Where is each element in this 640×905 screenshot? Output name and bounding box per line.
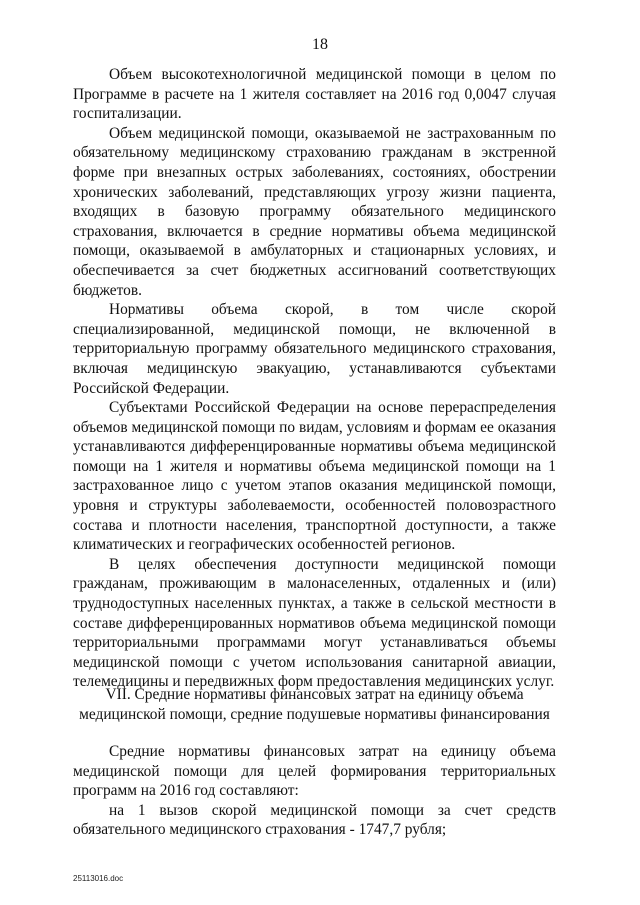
paragraph-remote-areas: В целях обеспечения доступности медицинской помощи гражданам, проживающим в малонаселенных, отдаленных и (или) труднодоступных населенных пунктах, а также в сельской местности в составе дифференцированных нормативов объема медицинской помощи территориальными программами могут устанавливаться объемы медицинской помощи с учетом использования санитарной авиации, телемедицины и передвижных форм предоставления медицинских услуг. [73, 555, 556, 691]
financing-section [73, 742, 556, 840]
paragraph-ambulance-norms: Нормативы объема скорой, в том числе скорой специализированной, медицинской помощи, не включенной в территориальную программу обязательного медицинского страхования, включая медицинскую эвакуацию, устанавливаются субъектами Российской Федерации. [73, 301, 556, 397]
body-text [73, 65, 556, 692]
section-heading-line-2: медицинской помощи, средние подушевые нормативы финансирования [79, 705, 550, 723]
financing-item-ambulance-call: на 1 вызов скорой медицинской помощи за счет средств обязательного медицинского страхования - 1747,7 рубля; [73, 801, 556, 839]
paragraph-uninsured-emergency: Объем медицинской помощи, оказываемой не застрахованным по обязательному медицинскому страхованию гражданам в экстренной форме при внезапных острых заболеваниях, состояниях, обострении хронических заболеваний, представляющих угрозу жизни пациента, входящих в базовую программу обязательного медицинского страхования, включается в средние нормативы объема медицинской помощи, оказываемой в амбулаторных и стационарных условиях, и обеспечивается за счет бюджетных ассигнований соответствующих бюджетов. [73, 124, 556, 299]
financing-intro: Средние нормативы финансовых затрат на единицу объема медицинской помощи для целей формирования территориальных программ на 2016 год составляют: [73, 743, 556, 800]
footer-filename: 25113016.doc [73, 874, 124, 883]
page-number: 18 [312, 36, 328, 53]
paragraph-high-tech-volume: Объем высокотехнологичной медицинской помощи в целом по Программе в расчете на 1 жителя составляет на 2016 год 0,0047 случая госпитализации. [73, 66, 556, 123]
section-heading-line-1: VII. Средние нормативы финансовых затрат на единицу объема [105, 686, 524, 703]
section-heading [73, 685, 556, 724]
paragraph-differentiated-norms: Субъектами Российской Федерации на основе перераспределения объемов медицинской помощи по видам, условиям и формам ее оказания устанавливаются дифференцированные нормативы объема медицинской помощи на 1 жителя и нормативы объема медицинской помощи на 1 застрахованное лицо с учетом этапов оказания медицинской помощи, уровня и структуры заболеваемости, особенностей половозрастного состава и плотности населения, транспортной доступности, а также климатических и географических особенностей регионов. [73, 399, 556, 554]
